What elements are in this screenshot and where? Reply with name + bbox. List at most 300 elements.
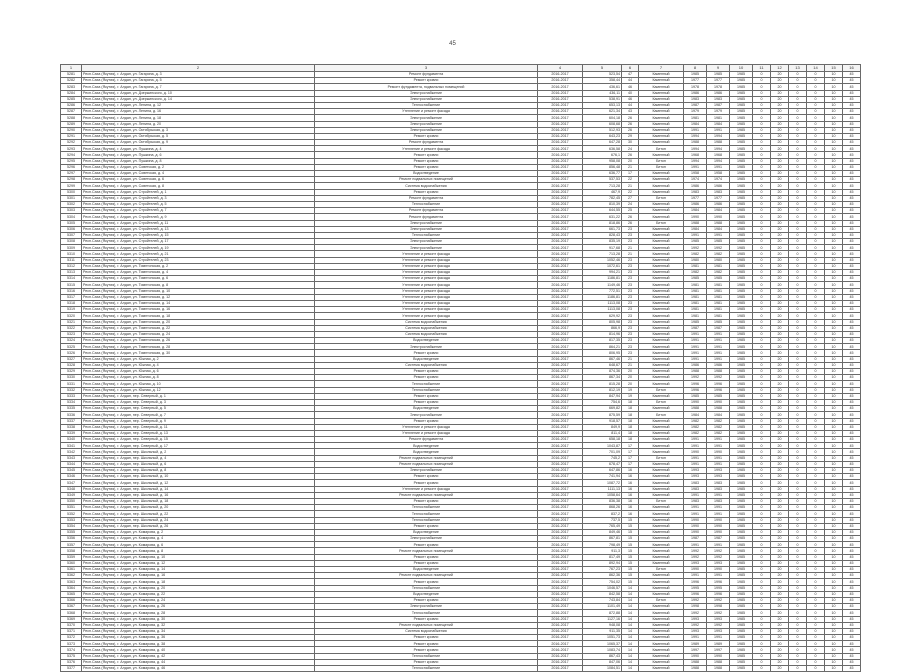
table-cell: 45 bbox=[843, 84, 861, 90]
table-cell: 5336 bbox=[61, 412, 82, 418]
table-cell: 45 bbox=[843, 313, 861, 319]
table-cell: Респ.Саха (Якутия), г. Алдан, ул. Комарова, д. 38 bbox=[82, 641, 315, 647]
table-cell: 10 bbox=[825, 449, 843, 455]
table-cell: Водоотведение bbox=[315, 591, 538, 597]
table-cell: 1991 bbox=[684, 350, 707, 356]
table-cell: 45 bbox=[843, 511, 861, 517]
table-row bbox=[61, 666, 861, 672]
table-cell: 1985 bbox=[730, 78, 753, 84]
table-cell: 21 bbox=[622, 245, 639, 251]
table-cell: 1043,87 bbox=[583, 443, 622, 449]
table-cell: 1058,64 bbox=[583, 492, 622, 498]
table-cell: 10 bbox=[825, 616, 843, 622]
table-cell: 45 bbox=[843, 455, 861, 461]
table-cell: Респ.Саха (Якутия), г. Алдан, ул. Ленина, д. 18 bbox=[82, 115, 315, 121]
table-cell: 45 bbox=[843, 616, 861, 622]
table-cell: 10 bbox=[825, 189, 843, 195]
table-cell: 1982 bbox=[684, 424, 707, 430]
table-cell: 1983 bbox=[707, 498, 730, 504]
table-cell: 0 bbox=[807, 109, 825, 115]
table-cell: 5287 bbox=[61, 109, 82, 115]
table-cell: 0 bbox=[807, 430, 825, 436]
table-body bbox=[61, 72, 861, 672]
table-cell: 1992 bbox=[684, 548, 707, 554]
table-cell: 5301 bbox=[61, 195, 82, 201]
table-cell: Водоотведение bbox=[315, 356, 538, 362]
table-cell: 0 bbox=[753, 72, 771, 78]
table-cell: 2016-2017 bbox=[538, 430, 583, 436]
table-cell: 44 bbox=[622, 78, 639, 84]
table-cell: 20 bbox=[771, 486, 789, 492]
table-cell: 2016-2017 bbox=[538, 127, 583, 133]
table-cell: 2016-2017 bbox=[538, 338, 583, 344]
table-cell: 713,28 bbox=[583, 183, 622, 189]
table-cell: 5335 bbox=[61, 406, 82, 412]
table-cell: 5321 bbox=[61, 319, 82, 325]
table-cell: 20 bbox=[771, 554, 789, 560]
table-cell: 1981 bbox=[707, 115, 730, 121]
table-cell: 5361 bbox=[61, 567, 82, 573]
table-cell: 45 bbox=[843, 245, 861, 251]
table-cell: Респ.Саха (Якутия), г. Алдан, ул. Дзержинского, д. 10 bbox=[82, 90, 315, 96]
table-cell: 1982 bbox=[684, 430, 707, 436]
table-cell: Респ.Саха (Якутия), г. Алдан, пер. Школьный, д. 10 bbox=[82, 474, 315, 480]
table-cell: Электроснабжение bbox=[315, 115, 538, 121]
table-cell: 23 bbox=[622, 300, 639, 306]
table-cell: Каменный bbox=[639, 641, 684, 647]
table-cell: 1982 bbox=[707, 430, 730, 436]
table-cell: 10 bbox=[825, 585, 843, 591]
table-cell: Респ.Саха (Якутия), г. Алдан, ул. Комарова, д. 8 bbox=[82, 548, 315, 554]
table-cell: 5314 bbox=[61, 276, 82, 282]
table-cell: Каменный bbox=[639, 511, 684, 517]
table-cell: 10 bbox=[825, 548, 843, 554]
table-cell: Респ.Саха (Якутия), г. Алдан, ул. Стройтелей, д. 3 bbox=[82, 195, 315, 201]
table-cell: 45 bbox=[843, 387, 861, 393]
table-cell: 27 bbox=[622, 195, 639, 201]
table-cell: 772,51 bbox=[583, 288, 622, 294]
table-cell: Ремонт кровли bbox=[315, 399, 538, 405]
table-cell: 2016-2017 bbox=[538, 461, 583, 467]
table-cell: 5303 bbox=[61, 208, 82, 214]
table-cell: Каменный bbox=[639, 307, 684, 313]
table-cell: 737,5 bbox=[583, 517, 622, 523]
table-cell: 5342 bbox=[61, 449, 82, 455]
table-cell: Каменный bbox=[639, 492, 684, 498]
table-cell: 0 bbox=[753, 424, 771, 430]
table-cell: 911,35 bbox=[583, 628, 622, 634]
table-cell: 10 bbox=[825, 78, 843, 84]
table-cell: Респ.Саха (Якутия), г. Алдан, пер. Школьный, д. 2 bbox=[82, 449, 315, 455]
table-cell: 2016-2017 bbox=[538, 647, 583, 653]
column-header: 15 bbox=[825, 65, 843, 72]
table-cell: Каменный bbox=[639, 325, 684, 331]
table-cell: 1992 bbox=[684, 375, 707, 381]
table-cell: 1985 bbox=[707, 319, 730, 325]
table-cell: 0 bbox=[789, 109, 807, 115]
table-cell: 0 bbox=[753, 78, 771, 84]
table-cell: 2016-2017 bbox=[538, 604, 583, 610]
table-cell: 1993 bbox=[707, 628, 730, 634]
table-cell: Респ.Саха (Якутия), г. Алдан, ул. Тимптонская, д. 20 bbox=[82, 319, 315, 325]
table-cell: 0 bbox=[807, 591, 825, 597]
table-cell: 0 bbox=[807, 90, 825, 96]
table-cell: 0 bbox=[789, 597, 807, 603]
table-cell: 0 bbox=[753, 152, 771, 158]
table-cell: Теплоснабжение bbox=[315, 387, 538, 393]
table-cell: 10 bbox=[825, 399, 843, 405]
table-cell: Электроснабжение bbox=[315, 604, 538, 610]
table-cell: 20 bbox=[771, 177, 789, 183]
table-cell: 0 bbox=[789, 331, 807, 337]
table-cell: Респ.Саха (Якутия), г. Алдан, ул. Комарова, д. 16 bbox=[82, 573, 315, 579]
table-cell: 874,36 bbox=[583, 369, 622, 375]
table-cell: 2016-2017 bbox=[538, 282, 583, 288]
table-cell: 0 bbox=[753, 412, 771, 418]
table-cell: Респ.Саха (Якутия), г. Алдан, ул. Гагарина, д. 5 bbox=[82, 78, 315, 84]
table-cell: 10 bbox=[825, 251, 843, 257]
table-cell: 0 bbox=[753, 474, 771, 480]
table-cell: 5290 bbox=[61, 127, 82, 133]
table-cell: Респ.Саха (Якутия), г. Алдан, пер. Школьный, д. 14 bbox=[82, 486, 315, 492]
table-cell: Каменный bbox=[639, 331, 684, 337]
table-cell: 0 bbox=[789, 102, 807, 108]
table-cell: 2016-2017 bbox=[538, 628, 583, 634]
table-cell: 1991 bbox=[707, 492, 730, 498]
table-cell: 1996 bbox=[684, 387, 707, 393]
table-cell: 1982 bbox=[684, 251, 707, 257]
table-cell: Утепление и ремонт фасада bbox=[315, 430, 538, 436]
table-cell: 15 bbox=[622, 548, 639, 554]
table-cell: Каменный bbox=[639, 604, 684, 610]
table-cell: 20 bbox=[771, 158, 789, 164]
table-cell: 45 bbox=[843, 399, 861, 405]
table-cell: 1990 bbox=[707, 529, 730, 535]
table-cell: 0 bbox=[753, 610, 771, 616]
table-cell: 14 bbox=[622, 653, 639, 659]
table-cell: 17 bbox=[622, 449, 639, 455]
table-cell: 47 bbox=[622, 72, 639, 78]
table-cell: 43 bbox=[622, 109, 639, 115]
table-cell: 1985 bbox=[730, 628, 753, 634]
table-cell: Респ.Саха (Якутия), г. Алдан, ул. Комарова, д. 22 bbox=[82, 591, 315, 597]
table-cell: Каменный bbox=[639, 121, 684, 127]
table-cell: 5293 bbox=[61, 146, 82, 152]
table-cell: 1983 bbox=[684, 96, 707, 102]
table-cell: Респ.Саха (Якутия), г. Алдан, ул. Южная, д. 2 bbox=[82, 356, 315, 362]
table-cell: 21 bbox=[622, 251, 639, 257]
table-cell: 0 bbox=[753, 282, 771, 288]
table-cell: 0 bbox=[807, 542, 825, 548]
table-cell: 5337 bbox=[61, 418, 82, 424]
table-cell: 1991 bbox=[707, 461, 730, 467]
table-cell: 20 bbox=[771, 121, 789, 127]
table-cell: Респ.Саха (Якутия), г. Алдан, ул. Советская, д. 8 bbox=[82, 183, 315, 189]
table-cell: 1984 bbox=[707, 208, 730, 214]
table-cell: 10 bbox=[825, 393, 843, 399]
table-cell: 5323 bbox=[61, 331, 82, 337]
table-cell: 0 bbox=[753, 189, 771, 195]
table-cell: 22 bbox=[622, 189, 639, 195]
table-cell: Каменный bbox=[639, 486, 684, 492]
table-cell: 2016-2017 bbox=[538, 331, 583, 337]
table-cell: 1991 bbox=[707, 573, 730, 579]
table-cell: 0 bbox=[807, 344, 825, 350]
table-cell: 1991 bbox=[707, 338, 730, 344]
table-cell: Бетон bbox=[639, 195, 684, 201]
table-cell: Ремонт кровли bbox=[315, 523, 538, 529]
table-cell: 5355 bbox=[61, 529, 82, 535]
table-cell: 23 bbox=[622, 331, 639, 337]
table-cell: 5363 bbox=[61, 579, 82, 585]
table-cell: 10 bbox=[825, 294, 843, 300]
table-cell: 1985 bbox=[730, 338, 753, 344]
table-cell: 20 bbox=[771, 628, 789, 634]
table-cell: 0 bbox=[807, 127, 825, 133]
table-cell: 604,18 bbox=[583, 115, 622, 121]
table-cell: 14 bbox=[622, 628, 639, 634]
table-cell: Респ.Саха (Якутия), г. Алдан, пер. Школьный, д. 8 bbox=[82, 468, 315, 474]
table-cell: 1986 bbox=[684, 90, 707, 96]
table-cell: Система водоснабжения bbox=[315, 362, 538, 368]
table-cell: Каменный bbox=[639, 449, 684, 455]
table-cell: 16 bbox=[622, 505, 639, 511]
table-cell: 1998 bbox=[684, 604, 707, 610]
table-cell: 5313 bbox=[61, 270, 82, 276]
table-cell: 0 bbox=[789, 616, 807, 622]
table-cell: 1983 bbox=[707, 189, 730, 195]
table-cell: 1985 bbox=[730, 189, 753, 195]
table-cell: 1984 bbox=[684, 226, 707, 232]
table-cell: Каменный bbox=[639, 263, 684, 269]
table-cell: Каменный bbox=[639, 437, 684, 443]
table-cell: 0 bbox=[753, 356, 771, 362]
table-cell: 1985 bbox=[730, 585, 753, 591]
table-cell: 0 bbox=[753, 548, 771, 554]
table-cell: 10 bbox=[825, 140, 843, 146]
table-cell: 20 bbox=[622, 381, 639, 387]
table-cell: 1980 bbox=[684, 257, 707, 263]
table-cell: 18 bbox=[622, 430, 639, 436]
table-cell: 2016-2017 bbox=[538, 560, 583, 566]
table-cell: 45 bbox=[843, 653, 861, 659]
table-cell: 2016-2017 bbox=[538, 158, 583, 164]
table-cell: 0 bbox=[753, 362, 771, 368]
table-cell: 0 bbox=[789, 659, 807, 665]
table-cell: 14 bbox=[622, 666, 639, 672]
table-cell: 0 bbox=[807, 102, 825, 108]
table-cell: 1995 bbox=[707, 585, 730, 591]
table-cell: 20 bbox=[771, 449, 789, 455]
table-cell: 23 bbox=[622, 282, 639, 288]
table-cell: 20 bbox=[771, 338, 789, 344]
table-cell: 1990 bbox=[707, 399, 730, 405]
table-cell: Респ.Саха (Якутия), г. Алдан, ул. Южная, д. 8 bbox=[82, 375, 315, 381]
table-cell: Теплоснабжение bbox=[315, 505, 538, 511]
table-cell: 1983 bbox=[684, 486, 707, 492]
table-cell: Респ.Саха (Якутия), г. Алдан, ул. Тимптонская, д. 18 bbox=[82, 313, 315, 319]
table-cell: 16 bbox=[622, 480, 639, 486]
table-cell: 1985 bbox=[730, 597, 753, 603]
table-cell: 0 bbox=[807, 597, 825, 603]
table-cell: 0 bbox=[789, 542, 807, 548]
table-cell: 10 bbox=[825, 356, 843, 362]
table-cell: 0 bbox=[807, 208, 825, 214]
table-cell: 872,88 bbox=[583, 610, 622, 616]
table-cell: 1987 bbox=[707, 536, 730, 542]
table-cell: 23 bbox=[622, 307, 639, 313]
table-cell: 0 bbox=[753, 331, 771, 337]
table-cell: 2016-2017 bbox=[538, 375, 583, 381]
table-cell: 0 bbox=[753, 90, 771, 96]
table-cell: Электроснабжение bbox=[315, 121, 538, 127]
table-cell: 2016-2017 bbox=[538, 362, 583, 368]
table-cell: 45 bbox=[843, 282, 861, 288]
table-cell: Респ.Саха (Якутия), г. Алдан, ул. Комарова, д. 12 bbox=[82, 560, 315, 566]
table-cell: 45 bbox=[843, 579, 861, 585]
table-cell: 45 bbox=[843, 90, 861, 96]
table-cell: 5304 bbox=[61, 214, 82, 220]
table-cell: 0 bbox=[789, 604, 807, 610]
table-cell: 45 bbox=[843, 585, 861, 591]
table-cell: Каменный bbox=[639, 480, 684, 486]
table-cell: 20 bbox=[771, 189, 789, 195]
table-cell: Ремонт фундамента bbox=[315, 208, 538, 214]
table-cell: 1958 bbox=[684, 171, 707, 177]
table-cell: 20 bbox=[622, 375, 639, 381]
table-cell: 0 bbox=[789, 418, 807, 424]
table-cell: 0 bbox=[753, 313, 771, 319]
table-cell: 2016-2017 bbox=[538, 109, 583, 115]
table-cell: Каменный bbox=[639, 653, 684, 659]
table-cell: 20 bbox=[771, 307, 789, 313]
page-number: 45 bbox=[449, 41, 456, 47]
table-cell: Респ.Саха (Якутия), г. Алдан, пер. Школьный, д. 16 bbox=[82, 492, 315, 498]
table-cell: 21 bbox=[622, 362, 639, 368]
table-cell: 23 bbox=[622, 226, 639, 232]
table-cell: 45 bbox=[843, 338, 861, 344]
table-cell: 2016-2017 bbox=[538, 567, 583, 573]
table-cell: 1985 bbox=[730, 554, 753, 560]
table-cell: 2016-2017 bbox=[538, 325, 583, 331]
table-cell: 5360 bbox=[61, 560, 82, 566]
table-cell: 1993 bbox=[707, 616, 730, 622]
table-cell: 10 bbox=[825, 369, 843, 375]
table-cell: 1968 bbox=[707, 152, 730, 158]
table-cell: 45 bbox=[843, 109, 861, 115]
table-cell: Каменный bbox=[639, 208, 684, 214]
table-cell: 20 bbox=[771, 164, 789, 170]
table-cell: 45 bbox=[843, 195, 861, 201]
table-cell: 10 bbox=[825, 567, 843, 573]
table-cell: Каменный bbox=[639, 616, 684, 622]
table-cell: Респ.Саха (Якутия), г. Алдан, ул. Стройтелей, д. 15 bbox=[82, 232, 315, 238]
table-cell: Утепление и ремонт фасада bbox=[315, 288, 538, 294]
table-cell: 10 bbox=[825, 455, 843, 461]
table-cell: 1985 bbox=[730, 412, 753, 418]
table-cell: 0 bbox=[753, 498, 771, 504]
table-cell: 2016-2017 bbox=[538, 610, 583, 616]
table-cell: 0 bbox=[753, 133, 771, 139]
table-cell: 0 bbox=[807, 523, 825, 529]
table-cell: 1087,72 bbox=[583, 480, 622, 486]
table-cell: Ремонт кровли bbox=[315, 498, 538, 504]
table-cell: 23 bbox=[622, 276, 639, 282]
table-cell: 2016-2017 bbox=[538, 189, 583, 195]
table-cell: Каменный bbox=[639, 424, 684, 430]
table-cell: 17 bbox=[622, 443, 639, 449]
table-cell: 0 bbox=[753, 536, 771, 542]
table-cell: 1992 bbox=[684, 610, 707, 616]
table-cell: 0 bbox=[807, 171, 825, 177]
table-cell: Каменный bbox=[639, 517, 684, 523]
table-cell: 0 bbox=[807, 288, 825, 294]
table-cell: 5298 bbox=[61, 177, 82, 183]
table-cell: 45 bbox=[843, 270, 861, 276]
table-cell: 1978 bbox=[684, 84, 707, 90]
table-cell: Каменный bbox=[639, 177, 684, 183]
table-cell: 20 bbox=[771, 474, 789, 480]
table-cell: 45 bbox=[843, 276, 861, 282]
table-cell: 1985 bbox=[730, 369, 753, 375]
table-cell: Водоотведение bbox=[315, 406, 538, 412]
table-cell: 1990 bbox=[707, 653, 730, 659]
table-cell: Электроснабжение bbox=[315, 127, 538, 133]
table-cell: 20 bbox=[771, 220, 789, 226]
table-cell: 1186,81 bbox=[583, 276, 622, 282]
table-cell: 0 bbox=[807, 659, 825, 665]
table-cell: 0 bbox=[753, 579, 771, 585]
table-cell: 0 bbox=[789, 214, 807, 220]
table-cell: Каменный bbox=[639, 635, 684, 641]
table-cell: 0 bbox=[807, 492, 825, 498]
table-cell: 0 bbox=[789, 437, 807, 443]
table-cell: 1990 bbox=[684, 449, 707, 455]
table-cell: 5281 bbox=[61, 72, 82, 78]
table-cell: Каменный bbox=[639, 152, 684, 158]
table-cell: Каменный bbox=[639, 381, 684, 387]
table-cell: Электроснабжение bbox=[315, 344, 538, 350]
table-cell: 0 bbox=[807, 96, 825, 102]
table-cell: 10 bbox=[825, 622, 843, 628]
table-cell: 867,43 bbox=[583, 653, 622, 659]
table-cell: 45 bbox=[843, 375, 861, 381]
table-cell: 1985 bbox=[730, 319, 753, 325]
table-cell: Утепление и ремонт фасада bbox=[315, 263, 538, 269]
table-cell: 1991 bbox=[684, 635, 707, 641]
table-cell: 1983 bbox=[707, 486, 730, 492]
table-cell: 10 bbox=[825, 115, 843, 121]
table-cell: Водоотведение bbox=[315, 443, 538, 449]
table-cell: 2016-2017 bbox=[538, 195, 583, 201]
table-cell: Ремонт кровли bbox=[315, 78, 538, 84]
table-cell: 743,84 bbox=[583, 597, 622, 603]
table-cell: 1985 bbox=[730, 331, 753, 337]
table-cell: 1072,61 bbox=[583, 263, 622, 269]
table-cell: 0 bbox=[753, 542, 771, 548]
table-cell: Ремонт кровли bbox=[315, 369, 538, 375]
table-cell: 1990 bbox=[684, 653, 707, 659]
table-cell: 20 bbox=[771, 195, 789, 201]
table-cell: Ремонт кровли bbox=[315, 579, 538, 585]
table-cell: Бетон bbox=[639, 498, 684, 504]
table-cell: Каменный bbox=[639, 474, 684, 480]
table-cell: 0 bbox=[807, 468, 825, 474]
table-cell: 1985 bbox=[730, 573, 753, 579]
table-cell: 2016-2017 bbox=[538, 622, 583, 628]
table-cell: 0 bbox=[753, 146, 771, 152]
table-cell: Каменный bbox=[639, 610, 684, 616]
